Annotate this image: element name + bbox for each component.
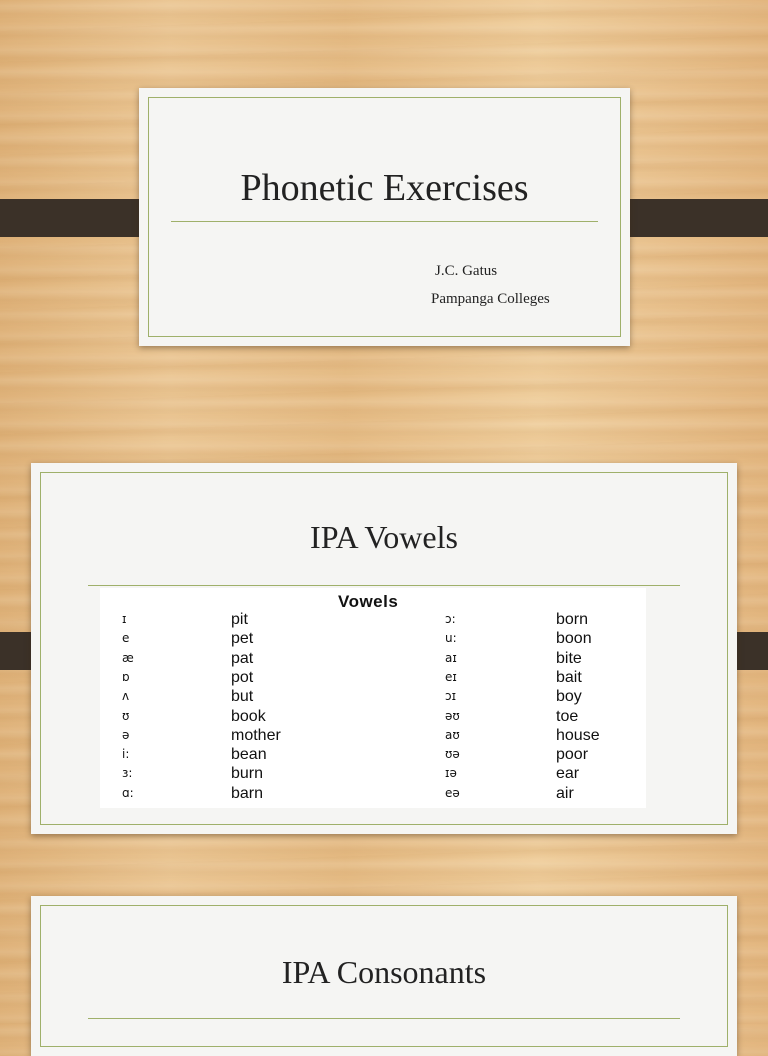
- example-word: air: [556, 784, 574, 802]
- ipa-symbol: ɒ: [122, 669, 130, 684]
- ipa-symbol: aʊ: [445, 727, 460, 742]
- example-word: pit: [231, 611, 248, 628]
- example-word: poor: [556, 746, 589, 764]
- slide-frame: [148, 97, 621, 337]
- example-word: but: [231, 688, 254, 706]
- example-word: toe: [556, 707, 579, 725]
- example-word: bite: [556, 649, 582, 667]
- example-word: burn: [231, 765, 264, 783]
- ipa-symbol: ə: [122, 727, 130, 742]
- slide-vowels-title: IPA Vowels: [310, 519, 458, 555]
- table-row: [100, 784, 646, 803]
- table-row: [100, 726, 646, 745]
- table-row: [100, 687, 646, 706]
- right-bar-1: [612, 199, 768, 237]
- author-name: J.C. Gatus: [435, 263, 498, 279]
- example-word: born: [556, 611, 589, 628]
- table-row: [100, 745, 646, 764]
- slide-consonants-title: IPA Consonants: [281, 954, 487, 990]
- example-word: pat: [231, 649, 254, 667]
- ipa-symbol: e: [122, 631, 130, 646]
- vowels-table-heading: Vowels: [338, 592, 399, 611]
- title-rule: [88, 585, 680, 586]
- vowels-table: [100, 588, 646, 808]
- example-word: book: [231, 707, 266, 725]
- example-word: ear: [556, 765, 580, 783]
- ipa-symbol: əʊ: [445, 708, 460, 723]
- table-row: [100, 764, 646, 783]
- table-row: [100, 668, 646, 687]
- example-word: pot: [231, 668, 254, 686]
- title-rule: [88, 1018, 680, 1019]
- institution-name: Pampanga Colleges: [431, 291, 550, 307]
- ipa-symbol: ʊə: [445, 747, 460, 762]
- ipa-symbol: eɪ: [445, 669, 457, 684]
- ipa-symbol: ɔɪ: [445, 689, 457, 704]
- ipa-symbol: eə: [445, 785, 460, 800]
- left-bar-1: [0, 199, 156, 237]
- example-word: barn: [231, 784, 264, 802]
- ipa-symbol: aɪ: [445, 650, 457, 665]
- example-word: house: [556, 726, 600, 744]
- title-rule: [171, 221, 598, 222]
- slide-consonants[interactable]: [31, 896, 737, 1056]
- ipa-symbol: u:: [445, 631, 457, 646]
- ipa-symbol: ʌ: [122, 689, 130, 704]
- example-word: bean: [231, 746, 267, 764]
- example-word: mother: [231, 726, 281, 744]
- ipa-symbol: i:: [122, 747, 130, 762]
- slide-title-text: Phonetic Exercises: [240, 167, 529, 209]
- ipa-symbol: ʊ: [122, 708, 130, 723]
- example-word: boy: [556, 688, 582, 706]
- ipa-symbol: ɜ:: [122, 766, 133, 781]
- example-word: pet: [231, 630, 254, 648]
- slide-title[interactable]: [139, 88, 630, 346]
- ipa-symbol: ɔ:: [445, 612, 456, 626]
- ipa-symbol: ɪ: [122, 612, 127, 626]
- ipa-symbol: ɑ:: [122, 785, 134, 800]
- table-row: [100, 629, 646, 648]
- table-row: [100, 610, 646, 629]
- ipa-symbol: ɪə: [445, 766, 457, 781]
- example-word: bait: [556, 668, 582, 686]
- ipa-symbol: æ: [122, 650, 134, 665]
- table-row: [100, 707, 646, 726]
- table-row: [100, 649, 646, 668]
- example-word: boon: [556, 630, 592, 648]
